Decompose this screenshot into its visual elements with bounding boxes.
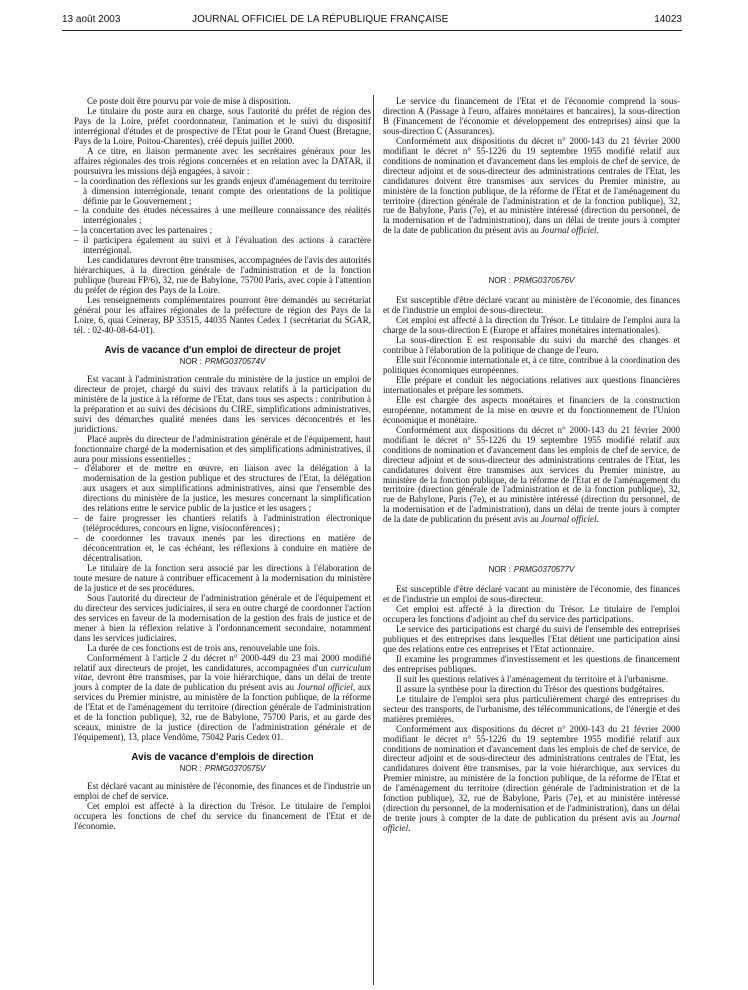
nor-code: PRMG0370577V (513, 565, 575, 575)
paragraph: Il assure la synthèse pour la direction du Trésor des questions budgétaires. (396, 683, 665, 694)
paragraph: Cet emploi est affecté à la direction du Trésor. Le titulaire de l'emploi occupera les fonctions d'adjoint au chef du service des participations. (383, 604, 680, 625)
nor-label: NOR : (179, 356, 202, 366)
paragraph: Ce poste doit être pourvu par voie de mise à disposition. (87, 96, 291, 106)
header-date: 13 août 2003 (62, 14, 121, 25)
nor-reference (74, 357, 371, 367)
paragraph: Elle suit l'économie internationale et, à ce titre, contribue à la coordination des politiques économiques européennes. (383, 355, 680, 376)
paragraph: Est vacant à l'administration centrale du ministère de la justice un emploi de directeur de projet, chargé du suivi des travaux relatifs à la participation du ministère de la justice à la réforme de l'Etat, dans tous ses aspects : contribution à la préparation et au suivi des décisions du CIRE, simplifications administratives, suivi des démarches qualité menées dans les services déconcentrés et les juridictions. (74, 373, 371, 434)
right-column (383, 97, 680, 834)
notice-title: Avis de vacance d'un emploi de directeur de projet (104, 344, 341, 356)
italic-term: Journal officiel (541, 514, 597, 525)
paragraph: La sous-direction E est responsable du suivi du marché des changes et contribue à l'élaboration de la politique de change de l'euro. (383, 335, 680, 356)
bullet-item: – d'élaborer et de mettre en œuvre, en liaison avec la délégation à la modernisation de la gestion publique et des structures de l'Etat, la délégation aux usagers et aux simplifications administratives, ainsi que l'ensemble des directions du ministère de la justice, les mesures concernant la simplification des relations entre le service public de la justice et les usagers ; (74, 464, 371, 514)
paragraph: Sous l'autorité du directeur de l'administration générale et de l'équipement et du directeur des services judiciaires, il sera en outre chargé de coordonner l'action des services en faveur de la modernisation de la gestion des frais de justice et de mener à bien la réflexion relative à l'ordonnancement secondaire, notamment dans les services judiciaires. (74, 592, 371, 643)
header-rule (62, 30, 682, 31)
nor-reference (383, 565, 680, 575)
paragraph-conformement: Conformément aux dispositions du décret n° 2000-143 du 21 février 2000 modifiant le décret n° 55-1226 du 19 septembre 1955 modifié relatif aux conditions de nomination et d'avancement dans les emplois de chef de service, de directeur adjoint et de sous-directeur des administrations centrales de l'Etat, les candidatures doivent être transmises aux services du Premier ministre, au ministère de la fonction publique, de la réforme de l'Etat et de l'aménagement du territoire (direction générale de l'administration et de la fonction publique), 32, rue de Babylone, Paris (7e), et au ministère intéressé (direction du personnel, de la modernisation et de l'administration), dans un délai de trente jours à compter de la date de publication du présent avis au Journal officiel. (383, 424, 680, 525)
paragraph: Il suit les questions relatives à l'aménagement du territoire et à l'urbanisme. (396, 673, 669, 684)
paragraph: Est susceptible d'être déclaré vacant au ministère de l'économie, des finances et de l'industrie un emploi de sous-directeur. (383, 295, 680, 316)
nor-reference (383, 276, 680, 286)
notice-title: Avis de vacance d'emplois de direction (131, 752, 314, 764)
bullet-item: – la concertation avec les partenaires ; (74, 226, 371, 236)
header-page-number: 14023 (654, 14, 682, 25)
paragraph-application: Conformément à l'article 2 du décret n° 2000-449 du 23 mai 2000 modifié relatif aux directeurs de projet, les candidatures, accompagnées d'un curriculum vitae, devront être transmises, par la voie hiérarchique, dans un délai de trente jours à compter de la date de publication du présent avis au Journal officiel, aux services du Premier ministre, au ministère de la fonction publique, de la réforme de l'Etat et de l'aménagement du territoire (direction générale de l'administration et de la fonction publique), 32, rue de Babylone, 75700 Paris, et au garde des sceaux, ministre de la justice (direction de l'administration générale et de l'équipement), 13, place Vendôme, 75042 Paris Cedex 01. (74, 652, 371, 743)
paragraph: Le titulaire de la fonction sera associé par les directions à l'élaboration de toute mesure de nature à contribuer efficacement à la modernisation du ministère de la justice et de ses procédures. (74, 562, 371, 593)
bullet-item: – de faire progresser les chantiers relatifs à l'administration électronique (téléprocédures, concours en ligne, visioconférences) ; (74, 514, 371, 534)
bullet-item: – la coordination des réflexions sur les grands enjeux d'aménagement du territoire à dimension interrégionale, tenant compte des orientations de la politique définie par le Gouvernement ; (74, 177, 371, 207)
column-divider (373, 95, 374, 985)
paragraph: Est déclaré vacant au ministère de l'économie, des finances et de l'industrie un emploi de chef de service. (74, 781, 371, 802)
paragraph: Les candidatures devront être transmises, accompagnées de l'avis des autorités hiérarchiques, à la direction générale de l'administration et de la fonction publique (bureau FP/6), 32, rue de Babylone, 75700 Paris, avec copie à l'attention du préfet de région des Pays de la Loire. (74, 255, 371, 296)
nor-code: PRMG0370575V (204, 764, 266, 774)
paragraph: Elle prépare et conduit les négociations relatives aux questions financières internationales et prépare les sommets. (383, 374, 680, 395)
bullet-item: – de coordonner les travaux menés par les directions en matière de déconcentration et, le cas échéant, les réflexions à conduire en matière de décentralisation. (74, 534, 371, 564)
nor-label: NOR : (488, 565, 511, 575)
bullet-item: – il participera également au suivi et à l'évaluation des actions à caractère interrégional. (74, 236, 371, 256)
nor-code: PRMG0370574V (204, 356, 266, 366)
bullet-item: – la conduite des études nécessaires à une meilleure connaissance des réalités interrégionales ; (74, 206, 371, 226)
italic-term: curriculum vitae (74, 662, 371, 683)
left-column (74, 97, 371, 832)
italic-term: Journal officiel (296, 682, 353, 693)
paragraph: Il examine les programmes d'investissement et les questions de financement des entreprises publiques. (383, 653, 680, 674)
italic-term: Journal officiel (383, 813, 680, 834)
paragraph: Le service des participations est chargé du suivi de l'ensemble des entreprises publiques et des entreprises dans lesquelles l'Etat détient une participation ainsi que des relations entre ces entreprises et l'Etat actionnaire. (383, 624, 680, 654)
nor-code: PRMG0370576V (513, 276, 575, 286)
paragraph: Les renseignements complémentaires pourront être demandés au secrétariat général pour les affaires régionales de la préfecture de région des Pays de la Loire, 6, quai Ceineray, BP 33515, 44035 Nantes Cedex 1 (secrétariat du SGAR, tél. : 02-40-08-64-01). (74, 295, 371, 335)
paragraph: Est susceptible d'être déclaré vacant au ministère de l'économie, des finances et de l'industrie un emploi de sous-directeur. (383, 584, 680, 605)
header-journal-title: JOURNAL OFFICIEL DE LA RÉPUBLIQUE FRANÇAISE (192, 14, 449, 25)
nor-reference (74, 764, 371, 774)
paragraph-conformement: Conformément aux dispositions du décret n° 2000-143 du 21 février 2000 modifiant le décret n° 55-1226 du 19 septembre 1955 modifié relatif aux conditions de nomination et d'avancement dans les emplois de chef de service, de directeur adjoint et de sous-directeur des administrations centrales de l'Etat, les candidatures doivent être transmises, par la voie hiérarchique, aux services du Premier ministre, au ministère de la fonction publique, de la réforme de l'Etat et de l'aménagement du territoire (direction générale de l'administration et de la fonction publique), 32, rue de Babylone, Paris (7e), et au ministère intéressé (direction du personnel, de la modernisation et de l'administration), dans un délai de trente jours à compter de la date de publication du présent avis au Journal officiel. (383, 723, 680, 834)
italic-term: Journal officiel (541, 225, 597, 236)
paragraph: Le service du financement de l'Etat et de l'économie comprend la sous-direction A (Passage à l'euro, affaires monétaires et bancaires), la sous-direction B (Financement de l'économie et développement des entreprises) ainsi que la sous-direction C (Assurances). (383, 96, 680, 136)
paragraph: Cet emploi est affecté à la direction du Trésor. Le titulaire de l'emploi occupera les fonctions de chef du service du financement de l'Etat et de l'économie. (74, 801, 371, 831)
paragraph: Placé auprès du directeur de l'administration générale et de l'équipement, haut fonctionnaire chargé de la modernisation et des simplifications administratives, il aura pour missions essentielles : (74, 433, 371, 464)
paragraph: A ce titre, en liaison permanente avec les secrétaires généraux pour les affaires régionales des trois régions concernées et en relation avec la DATAR, il poursuivra les missions déjà engagées, à savoir : (74, 145, 371, 176)
paragraph: La durée de ces fonctions est de trois ans, renouvelable une fois. (87, 642, 320, 653)
paragraph: Elle est chargée des aspects monétaires et financiers de la construction européenne, notamment de la mise en œuvre et du fonctionnement de l'Union économique et monétaire. (383, 394, 680, 425)
paragraph: Cet emploi est affecté à la direction du Trésor. Le titulaire de l'emploi aura la charge de la sous-direction E (Europe et affaires monétaires internationales). (383, 315, 680, 336)
nor-label: NOR : (488, 276, 511, 286)
paragraph: Le titulaire du poste aura en charge, sous l'autorité du préfet de région des Pays de la Loire, préfet coordonnateur, l'animation et le suivi du dispositif interrégional d'études et de prospective de l'Etat pour le Grand Ouest (Bretagne, Pays de la Loire, Poitou-Charentes), créé depuis juillet 2000. (74, 105, 371, 146)
nor-label: NOR : (179, 764, 202, 774)
paragraph-conformement: Conformément aux dispositions du décret n° 2000-143 du 21 février 2000 modifiant le décret n° 55-1226 du 19 septembre 1955 modifié relatif aux conditions de nomination et d'avancement dans les emplois de chef de service, de directeur adjoint et de sous-directeur des administrations centrales de l'Etat, les candidatures doivent être transmises aux services du Premier ministre, au ministère de la fonction publique, de la réforme de l'Etat et de l'aménagement du territoire (direction générale de l'administration et de la fonction publique), 32, rue de Babylone, Paris (7e), et au ministère intéressé (direction du personnel, de la modernisation et de l'administration), dans un délai de trente jours à compter de la date de publication du présent avis au Journal officiel. (383, 135, 680, 236)
paragraph: Le titulaire de l'emploi sera plus particulièrement chargé des entreprises du secteur des transports, de l'urbanisme, des télécommunications, de l'énergie et des matières premières. (383, 693, 680, 724)
